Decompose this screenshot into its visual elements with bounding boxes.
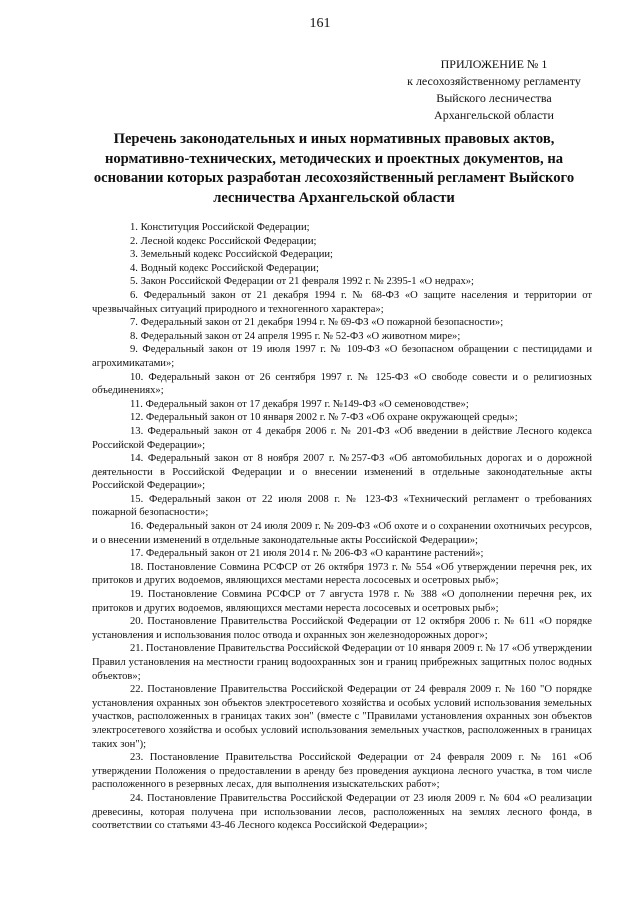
list-item [92, 751, 592, 792]
annex-block [380, 56, 608, 124]
list-item-number: 19. [130, 589, 144, 601]
list-item-text: Федеральный закон от 8 ноября 2007 г. №257-ФЗ «Об автомобильных дорогах и о дорожной деятельности в Российской Федерации и о внесении изменений в отдельные законодательные акты Российской Федерации»; [92, 453, 592, 492]
list-item [92, 398, 592, 412]
list-item-text: Постановление Правительства Российской Федерации от 23 июля 2009 г. № 604 «О реализации древесины, которая получена при использовании лесов, расположенных на землях лесного фонда, в соответствии со статьями 43-46 Лесного кодекса Российской Федерации»; [92, 792, 593, 832]
annex-title: ПРИЛОЖЕНИЕ № 1 [440, 57, 548, 71]
list-item-number: 21. [130, 643, 144, 655]
list-item-number: 22. [130, 684, 144, 696]
annex-line-2: Выйского лесничества [436, 91, 552, 105]
annex-line-3: Архангельской области [434, 108, 554, 122]
list-item [92, 452, 592, 493]
list-item-number: 17. [130, 548, 144, 560]
list-item [92, 371, 592, 398]
list-item [92, 520, 592, 547]
list-item-number: 12. [130, 412, 144, 424]
list-item-text: Постановление Совмина РСФСР от 26 октября 1973 г. № 554 «Об утверждении перечня рек, их притоков и других водоемов, являющихся местами нереста лососевых и осетровых рыб»; [92, 561, 592, 587]
list-item [92, 561, 592, 588]
list-item [92, 275, 592, 289]
list-item-number: 18. [130, 561, 144, 573]
list-item [92, 411, 592, 425]
list-item-text: Конституция Российской Федерации; [140, 222, 310, 233]
list-item-text: Закон Российской Федерации от 21 февраля 1992 г. № 2395-1 «О недрах»; [140, 276, 474, 288]
list-item-number: 23. [130, 752, 144, 764]
list-item [92, 547, 592, 561]
list-item-text: Федеральный закон от 24 апреля 1995 г. № 52-ФЗ «О животном мире»; [140, 330, 461, 342]
list-item-text: Федеральный закон от 19 июля 1997 г. № 109-ФЗ «О безопасном обращении с пестицидами и агрохимикатами»; [92, 344, 592, 369]
list-item [92, 221, 592, 235]
list-item [92, 683, 592, 751]
list-item-number: 8. [130, 330, 138, 342]
list-item-number: 1. [130, 222, 138, 233]
list-item-number: 9. [130, 344, 138, 356]
list-item-text: Федеральный закон от 26 сентября 1997 г. № 125-ФЗ «О свободе совести и о религиозных объединениях»; [92, 371, 592, 397]
list-item-text: Водный кодекс Российской Федерации; [140, 262, 319, 274]
list-item [92, 316, 592, 330]
list-item-text: Лесной кодекс Российской Федерации; [140, 235, 317, 247]
list-item [92, 262, 592, 276]
list-item-text: Федеральный закон от 4 декабря 2006 г. № 201-ФЗ «Об введении в действие Лесного кодекса Российской Федерации»; [92, 425, 592, 451]
list-item-text: Федеральный закон от 21 июля 2014 г. № 206-ФЗ «О карантине растений»; [145, 548, 484, 560]
list-item-number: 13. [130, 425, 144, 437]
list-item-number: 5. [130, 276, 138, 288]
list-item [92, 792, 592, 833]
list-item-number: 24. [130, 792, 144, 804]
list-item [92, 493, 592, 520]
list-item-number: 14. [130, 453, 144, 465]
list-item [92, 588, 592, 615]
list-item-text: Постановление Правительства Российской Федерации от 10 января 2009 г. № 17 «Об утверждении Правил установления на местности границ водоохранных зон и границ прибрежных защитных полос водных объектов»; [92, 643, 592, 682]
list-item-number: 6. [130, 289, 138, 301]
list-item-number: 2. [130, 235, 138, 247]
list-item [92, 642, 592, 683]
list-item-text: Федеральный закон от 17 декабря 1997 г. №149-ФЗ «О семеноводстве»; [145, 398, 469, 410]
document-heading: Перечень законодательных и иных нормативных правовых актов, нормативно-технических, методических и проектных документов, на основании которых разработан лесохозяйственный регламент Выйского лесничества Архангельской области [93, 131, 575, 206]
list-item-number: 11. [130, 398, 143, 410]
list-item-number: 15. [130, 493, 144, 505]
document-list [92, 221, 592, 833]
list-item-text: Федеральный закон от 21 декабря 1994 г. № 68-ФЗ «О защите населения и территории от чрезвычайных ситуаций природного и техногенного характера»; [92, 289, 592, 315]
page-number: 161 [309, 16, 331, 31]
list-item-number: 10. [130, 371, 144, 383]
list-item [92, 330, 592, 344]
list-item-text: Постановление Совмина РСФСР от 7 августа 1978 г. № 388 «О дополнении перечня рек, их притоков и других водоемов, являющихся местами нереста лососевых и осетровых рыб»; [92, 589, 592, 614]
list-item-text: Федеральный закон от 21 декабря 1994 г. № 69-ФЗ «О пожарной безопасности»; [140, 317, 504, 329]
list-item-number: 7. [130, 317, 138, 329]
list-item [92, 615, 592, 642]
list-item [92, 425, 592, 452]
list-item-number: 4. [130, 262, 138, 274]
list-item-text: Федеральный закон от 22 июля 2008 г. № 123-ФЗ «Технический регламент о требованиях пожарной безопасности»; [92, 493, 592, 519]
list-item [92, 235, 592, 249]
list-item-text: Постановление Правительства Российской Федерации от 24 февраля 2009 г. № 161 «Об утверждении Положения о предоставлении в аренду без проведения аукциона лесного участка, в том числе расположенного в резервных лесах, для выполнения изыскательских работ»; [92, 752, 592, 791]
list-item-text: Федеральный закон от 24 июля 2009 г. № 209-ФЗ «Об охоте и о сохранении охотничьих ресурсов, и о внесении изменений в отдельные законодательные акты Российской Федерации»; [92, 521, 592, 546]
list-item-text: Постановление Правительства Российской Федерации от 24 февраля 2009 г. № 160 "О порядке установления охранных зон объектов электросетевого хозяйства и особых условий использования земельных участков, расположенных в границах таких зон" (вместе с "Правилами установления охранных зон объектов электросетевого хозяйства и особых условий использования земельных участков, расположенных в границах таких зон"); [92, 684, 593, 750]
list-item [92, 248, 592, 262]
annex-line-1: к лесохозяйственному регламенту [407, 74, 581, 88]
list-item-text: Федеральный закон от 10 января 2002 г. № 7-ФЗ «Об охране окружающей среды»; [145, 412, 518, 424]
list-item-number: 16. [130, 521, 144, 533]
list-item-number: 3. [130, 249, 138, 261]
list-item [92, 343, 592, 370]
list-item-text: Земельный кодекс Российской Федерации; [140, 249, 334, 261]
list-item-text: Постановление Правительства Российской Федерации от 12 октября 2006 г. № 611 «О порядке установления и использования полос отвода и охранных зон железнодорожных дорог»; [92, 616, 592, 641]
list-item-number: 20. [130, 616, 144, 628]
list-item [92, 289, 592, 316]
